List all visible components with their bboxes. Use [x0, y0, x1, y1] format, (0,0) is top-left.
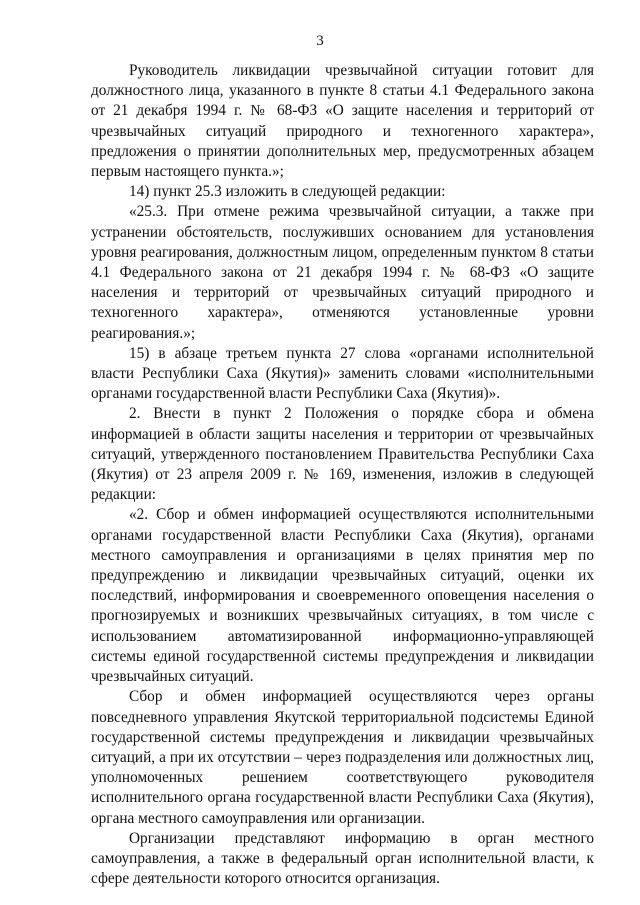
page-number: 3: [316, 33, 324, 49]
paragraph-organizations: Организации представляют информацию в орган местного самоуправления, а также в федеральный орган исполнительной власти, к сфере деятельности которого относится организация.: [91, 829, 594, 888]
paragraph-liquidation-head: Руководитель ликвидации чрезвычайной ситуации готовит для должностного лица, указанного в пункте 8 статьи 4.1 Федерального закона от 21 декабря 1994 г. № 68-ФЗ «О защите населения и территорий от чрезвычайных ситуаций природного и техногенного характера», предложения о принятии дополнительных мер, предусмотренных абзацем первым настоящего пункта.»;: [91, 62, 594, 181]
paragraph-item-14: 14) пункт 25.3 изложить в следующей редакции:: [129, 183, 446, 201]
paragraph-item-15: 15) в абзаце третьем пункта 27 слова «органами исполнительной власти Республики Саха (Якутия)» заменить словами «исполнительными органами государственной власти Республики Саха (Якутия)».: [91, 344, 594, 403]
paragraph-item-25-3: «25.3. При отмене режима чрезвычайной ситуации, а также при устранении обстоятельств, послуживших основанием для установления уровня реагирования, должностным лицом, определенным пунктом 8 статьи 4.1 Федерального закона от 21 декабря 1994 г. № 68-ФЗ «О защите населения и территорий от чрезвычайных ситуаций природного и техногенного характера», отменяются установленные уровни реагирования.»;: [91, 203, 594, 342]
paragraph-quoted-item-2: «2. Сбор и обмен информацией осуществляются исполнительными органами государственной власти Республики Саха (Якутия), органами местного самоуправления и организациями в целях принятия мер по предупреждению и ликвидации чрезвычайных ситуаций, оценки их последствий, информирования и своевременного оповещения населения о прогнозируемых и возникших чрезвычайных ситуациях, в том числе с использованием автоматизированной информационно-управляющей системы единой государственной системы предупреждения и ликвидации чрезвычайных ситуаций.: [91, 506, 594, 686]
paragraph-section-2: 2. Внести в пункт 2 Положения о порядке сбора и обмена информацией в области защиты населения и территории от чрезвычайных ситуаций, утвержденного постановлением Правительства Республики Саха (Якутия) от 23 апреля 2009 г. № 169, изменения, изложив в следующей редакции:: [91, 405, 594, 504]
paragraph-exchange-bodies: Сбор и обмен информацией осуществляются через органы повседневного управления Якутской территориальной подсистемы Единой государственной системы предупреждения и ликвидации чрезвычайных ситуаций, а при их отсутствии – через подразделения или должностных лиц, уполномоченных решением соответствующего руководителя исполнительного органа государственной власти Республики Саха (Якутия), органа местного самоуправления или организации.: [91, 688, 594, 827]
document-body: [91, 61, 594, 889]
